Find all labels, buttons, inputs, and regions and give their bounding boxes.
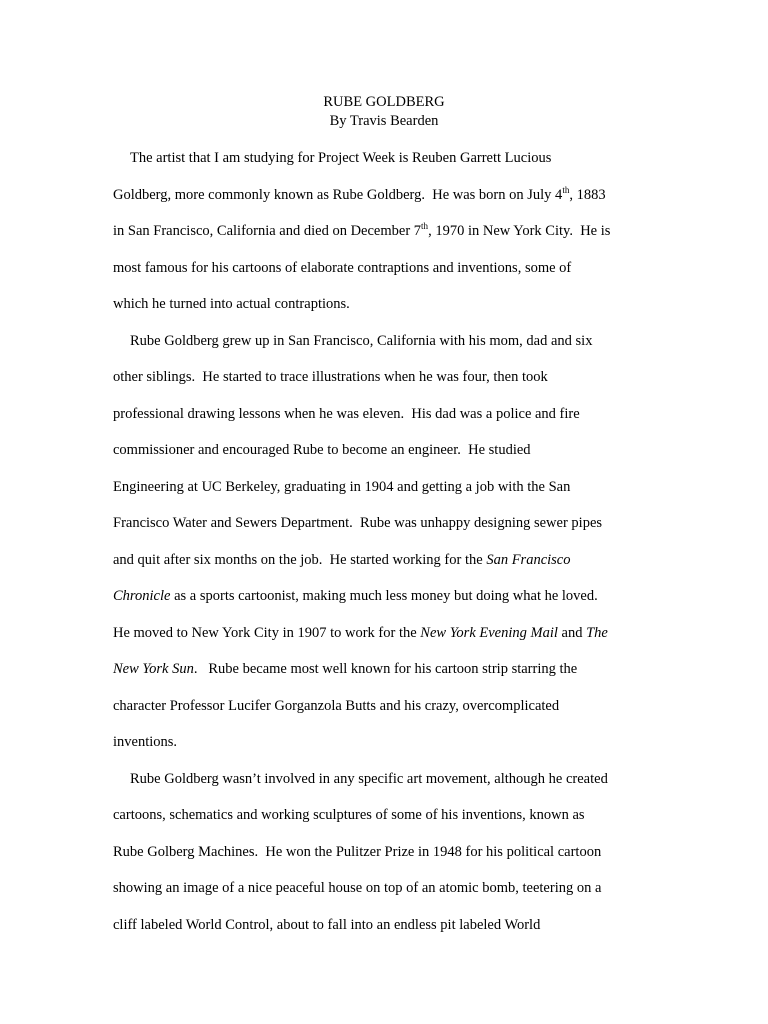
text-segment: other siblings. He started to trace illustrations when he was four, then took	[113, 369, 548, 385]
text-segment: The artist that I am studying for Project Week is Reuben Garrett Lucious	[130, 150, 552, 166]
text-line	[113, 551, 570, 569]
italic-title-text: The	[586, 625, 608, 641]
italic-title-text: San Francisco	[486, 552, 571, 568]
text-line	[130, 332, 592, 350]
text-segment: commissioner and encouraged Rube to become an engineer. He studied	[113, 442, 531, 458]
text-line	[113, 259, 571, 277]
text-line	[113, 441, 531, 459]
italic-title-text: New York Evening Mail	[420, 625, 558, 641]
text-line	[113, 806, 585, 824]
text-segment: Rube Golberg Machines. He won the Pulitzer Prize in 1948 for his political cartoon	[113, 844, 602, 860]
text-segment: He moved to New York City in 1907 to work for the	[113, 625, 421, 641]
text-segment: professional drawing lessons when he was eleven. His dad was a police and fire	[113, 406, 580, 422]
text-segment: which he turned into actual contraptions.	[113, 296, 350, 312]
text-line	[113, 916, 540, 934]
title-block	[0, 93, 768, 131]
text-line	[113, 879, 601, 897]
text-line	[113, 624, 608, 642]
italic-title-text: Chronicle	[113, 588, 171, 604]
text-line	[113, 733, 177, 751]
text-line	[113, 295, 350, 313]
text-segment: showing an image of a nice peaceful house on top of an atomic bomb, teetering on a	[113, 880, 602, 896]
text-line	[130, 149, 551, 167]
text-segment: most famous for his cartoons of elaborate contraptions and inventions, some of	[113, 260, 572, 276]
text-line	[113, 843, 601, 861]
text-segment: Rube Goldberg wasn’t involved in any specific art movement, although he created	[130, 771, 608, 787]
text-line	[113, 660, 577, 678]
document-title: RUBE GOLDBERG	[323, 94, 445, 110]
superscript-text: th	[421, 221, 429, 232]
text-segment: character Professor Lucifer Gorganzola Butts and his crazy, overcomplicated	[113, 698, 560, 714]
text-segment: as a sports cartoonist, making much less money but doing what he loved.	[170, 588, 598, 604]
text-line	[113, 186, 606, 204]
text-segment: cartoons, schematics and working sculptures of some of his inventions, known as	[113, 807, 585, 823]
text-segment: Rube Goldberg grew up in San Francisco, California with his mom, dad and six	[130, 333, 593, 349]
superscript-text: th	[562, 185, 570, 196]
text-segment: . Rube became most well known for his cartoon strip starring the	[193, 661, 578, 677]
text-segment: and	[557, 625, 587, 641]
text-segment: Goldberg, more commonly known as Rube Goldberg. He was born on July 4	[113, 187, 563, 203]
text-line	[113, 514, 602, 532]
text-line	[113, 368, 548, 386]
text-line	[113, 405, 580, 423]
italic-title-text: New York Sun	[113, 661, 194, 677]
text-line	[113, 222, 610, 240]
document-byline: By Travis Bearden	[329, 113, 439, 129]
text-segment: , 1970 in New York City. He is	[428, 223, 611, 239]
text-segment: Francisco Water and Sewers Department. Rube was unhappy designing sewer pipes	[113, 515, 603, 531]
text-segment: , 1883	[569, 187, 606, 203]
text-line	[113, 697, 559, 715]
text-segment: and quit after six months on the job. He started working for the	[113, 552, 487, 568]
text-segment: Engineering at UC Berkeley, graduating in 1904 and getting a job with the San	[113, 479, 571, 495]
text-segment: cliff labeled World Control, about to fall into an endless pit labeled World	[113, 917, 541, 933]
text-segment: in San Francisco, California and died on December 7	[113, 223, 422, 239]
text-segment: inventions.	[113, 734, 178, 750]
text-line	[113, 587, 598, 605]
text-line	[113, 478, 570, 496]
text-line	[130, 770, 608, 788]
